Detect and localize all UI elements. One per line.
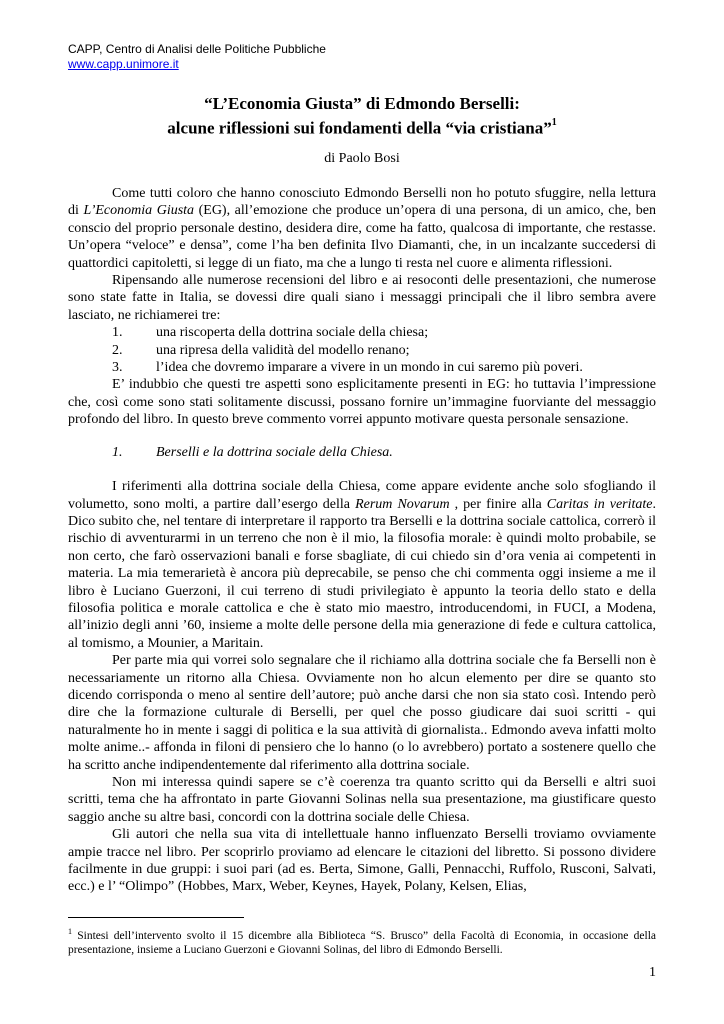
paragraph-6: Non mi interessa quindi sapere se c’è coerenza tra quanto scritto qui da Berselli e altri suoi scritti, tema che ha affrontato in parte Giovanni Solinas nella sua presentazione, ma giustificare questo saggio anche su altre basi, concordi con la dottrina sociale delle Chiesa. [68, 775, 656, 825]
header-url-link[interactable]: www.capp.unimore.it [68, 57, 179, 71]
footnote-text: Sintesi dell’intervento svolto il 15 dicembre alla Biblioteca “S. Brusco” della Facoltà di Economia, in occasione della presentazione, insieme a Luciano Guerzoni e Giovanni Solinas, del libro di Edmondo Berselli. [68, 929, 656, 957]
list-item [68, 342, 656, 359]
list-item-text: una ripresa della validità del modello renano; [156, 342, 410, 358]
paragraph-1 [68, 185, 656, 272]
messages-list [68, 324, 656, 376]
page-number: 1 [649, 965, 656, 980]
list-item-number: 3. [112, 360, 123, 376]
list-item-number: 1. [112, 325, 123, 341]
footnote-divider [68, 917, 244, 918]
footnote [68, 925, 656, 958]
author-line: di Paolo Bosi [324, 151, 400, 166]
paragraph-2: Ripensando alle numerose recensioni del libro e ai resoconti delle presentazioni, che numerose sono state fatte in Italia, se dovessi dire quali siano i messaggi principali che il libro sembra avere lasciato, ne richiamerei tre: [68, 273, 656, 323]
paragraph-7: Gli autori che nella sua vita di intellettuale hanno influenzato Berselli troviamo ovviamente ampie tracce nel libro. Per scoprirlo proviamo ad elencare le citazioni del libretto. Si possono dividere facilmente in due gruppi: i suoi pari (ad es. Berta, Simone, Galli, Pennacchi, Ruffolo, Rusconi, Salvati, ecc.) e l’ “Olimpo” (Hobbes, Marx, Weber, Keynes, Hayek, Polany, Kelsen, Elias, [68, 827, 656, 895]
title-line-1: “L’Economia Giusta” di Edmondo Berselli: [204, 94, 520, 113]
p1-text-a: Come tutti coloro che hanno conosciuto Edmondo Berselli non ho potuto sfuggire, nella lettura di [68, 186, 656, 219]
list-item-text: l’idea che dovremo imparare a vivere in un mondo in cui saremo più poveri. [156, 360, 583, 376]
paragraph-5: Per parte mia qui vorrei solo segnalare che il richiamo alla dottrina sociale che fa Berselli non è necessariamente un ritorno alla Chiesa. Ovviamente non ho alcun elemento per dire se quanto sto dicendo corrisponda o meno al sentire dell’autore; può anche darsi che non sia stato così. Intendo però dire che la formazione culturale di Berselli, per quel che posso giudicare dai suoi scritti - qui naturalmente ho in mente i saggi di politica e la sua attività di giornalista.. Edmondo aveva infatti molto molte anime..- affonda in filoni di pensiero che lo hanno (o lo avrebbero) portato a sostenere quello che ha scritto anche indipendentemente dal riferimento alla dottrina sociale. [68, 653, 656, 773]
list-item [68, 324, 656, 341]
document-body [68, 185, 656, 896]
section-number: 1. [112, 444, 123, 460]
p4-text-b: , per finire alla [449, 496, 547, 512]
p1-book-title: L’Economia Giusta [83, 203, 195, 219]
p1-text-b: (EG), all’emozione che produce un’opera di una persona, di un amico, che, ben conscio del proprio personale destino, desidera dire, come ha fatto, qualcosa di importante, che restasse. Un’opera “veloce” e densa”, come l’ha ben definita Ilvo Diamanti, che, in un incalzante succedersi di quattordici capitoletti, si legge di un fiato, ma che a lungo ti resta nel cuore e alimenta riflessioni. [68, 203, 656, 271]
header-org: CAPP, Centro di Analisi delle Politiche Pubbliche [68, 42, 326, 56]
p4-text-c: . Dico subito che, nel tentare di interpretare il rapporto tra Berselli e la dottrina sociale cattolica, correrò il rischio di avventurarmi in un terreno che non è il mio, la filosofia morale: è quindi molto probabile, se non certo, che farò osservazioni banali e forse sbagliate, di cui chiedo sin d’ora venia ai competenti in materia. La mia temerarietà è ancora più deprecabile, se penso che chi commenta oggi insieme a me il libro è Luciano Guerzoni, il cui terreno di studi privilegiato è appunto la teoria dello stato e della filosofia politica e morale cattolica e che è stato mio maestro, introducendomi, in FUCI, a Modena, all’inizio degli anni ’60, insieme a molte delle persone della mia generazione di fede e cultura cattolica, al tomismo, a Mounier, a Maritain. [68, 496, 657, 651]
paragraph-4 [68, 478, 656, 652]
list-item-number: 2. [112, 342, 123, 358]
title-footnote-mark[interactable]: 1 [551, 117, 557, 128]
section-title-text: Berselli e la dottrina sociale della Chiesa. [156, 444, 393, 460]
list-item-text: una riscoperta della dottrina sociale della chiesa; [156, 325, 429, 341]
p4-italic-caritas: Caritas in veritate [546, 496, 653, 512]
list-item [68, 359, 656, 376]
p4-italic-rerum: Rerum Novarum [355, 496, 450, 512]
section-heading [68, 444, 656, 461]
paragraph-3: E’ indubbio che questi tre aspetti sono esplicitamente presenti in EG: ho tuttavia l’impressione che, così come sono stati solitamente discussi, possano fornire un’immagine fuorviante del messaggio profondo del libro. In questo breve commento vorrei appunto motivare questa personale sensazione. [68, 377, 656, 428]
page-header [68, 42, 326, 72]
p4-text-a: I riferimenti alla dottrina sociale della Chiesa, come appare evidente anche solo sfogliando il volumetto, sono molti, a partire dall’esergo della [68, 479, 656, 512]
title-line-2: alcune riflessioni sui fondamenti della “via cristiana” [167, 118, 552, 138]
footnote-mark: 1 [68, 927, 72, 936]
document-title [68, 93, 656, 139]
